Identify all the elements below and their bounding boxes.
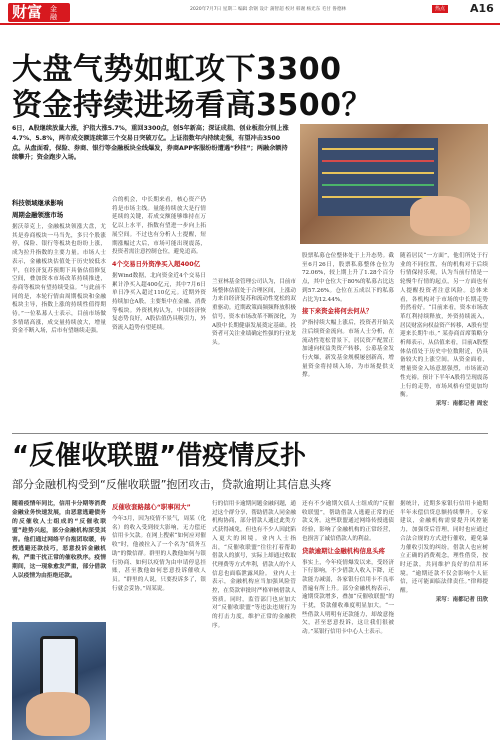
story2-column-3 [212, 500, 296, 742]
hand-shape-2 [26, 692, 90, 736]
story1-subhead-3: 4个交易日外资净买入超400亿 [112, 259, 201, 268]
story2-col4-body2: 事实上，今年疫情爆发以来，受经济下行影响，不少借款人收入下降，还款能力减弱，各家银行信用卡不良率普遍有所上升。部分金融机构表示，逾期贷款增多，叠加“反催收联盟”的干扰，贷款催收难度明显加大。“一些借款人明明有还款能力，却故意拖欠，甚至恶意投诉，这让我们很被动。”某银行信用卡中心人士表示。 [302, 559, 394, 636]
story1-col4-body2: 沪指持续大幅上涨后，投资者开始关注后续资金流向。市场人士分析，在流动性宽松背景下，居民资产配置正加速向权益类资产转移，公募基金发行火爆，新发基金规模屡创新高，增量资金将持续入场，为市场提供支撑。 [302, 320, 394, 379]
category-badge: 热点 [432, 5, 448, 13]
story2-column-4 [302, 500, 394, 742]
story1-column-3 [212, 278, 296, 428]
brand-logo [8, 3, 70, 22]
story1-subhead-1: 科技领域继承影响 [12, 199, 64, 207]
story1-column-4 [302, 252, 394, 428]
story1-column-2 [112, 196, 206, 428]
brand-name: 财富 [12, 3, 43, 21]
story1-subhead-4: 接下来资金将何去何从？ [302, 307, 373, 316]
story1-summary: 6日，A股继续放量大涨，沪指大涨5.7%，重回3300点，创5年新高；深证成指、创业板指分别上涨4.7%、5.8%，两市成交额连续第三个交易日突破万亿。上证指数年内持续走强，有望冲击3500点。从盘面看，保险、券商、银行等金融板块全线爆发，券商APP客服纷纷遭遇“秒挂”；两融余额持续攀升；资金跑步入场。 [12, 125, 289, 162]
page-number: A16 [470, 2, 494, 15]
section-divider [12, 433, 488, 434]
story1-byline: 采写：南都记者 周宏 [435, 400, 488, 407]
stock-trading-photo [300, 124, 488, 244]
story2-column-5 [400, 500, 488, 742]
story2-lead [12, 500, 106, 616]
story2-byline: 采写：南都记者 田欣 [435, 596, 488, 603]
issue-meta: 2020年7月7日 星期二 编辑 余钢 设计 蒲智超 校对 韩谢 杨光东 毛甘 鲁德林 [190, 7, 347, 12]
story2-subtitle: 部分金融机构受到“反催收联盟”抱团攻击，贷款逾期让其信息头疼 [12, 478, 332, 491]
story2-headline: “反催收联盟”借疫情反扑 [12, 441, 307, 471]
story1-subhead-2: 周期金融领涨市场 [12, 211, 64, 219]
story2-subhead-2: 贷款逾期让金融机构信息头疼 [302, 546, 386, 555]
story1-column-1 [12, 196, 106, 428]
story2-col5-body: 据统计，近期多家银行信用卡逾期半年未偿信贷总额持续攀升。专家建议，金融机构需要提升风控能力，加强贷后管理，同时也应通过合法合规的方式进行催收，避免暴力催收引发的纠纷。借款人也应树立正确的消费观念，理性借贷，按时还款，共同维护良好的信用环境。“逾期还款不仅会影响个人征信，还可能面临法律责任。”律师提醒。 [400, 501, 488, 595]
story1-col5-body: 随着居民“一方面”，他们所处于行业的不同位置，有的机构对于后续行情保持乐观，认为当前行情是一轮慢牛行情的起点，另一方面也有人提醒投资者注意风险。总体来看，各机构对于市场的中长期走势仍然看好。“目前来看，资本市场改革红利持续释放，外资持续流入，居民财富向权益资产转移，A股有望迎来长期牛市。” [400, 253, 488, 338]
masthead [0, 0, 500, 26]
story1-col4-body: 股票私募仓位整体处于上升态势。截至6月26日，股票私募整体仓位为72.06%，较上期上升了1.28个百分点，其中仓位大于80%的私募占比达到57.26%。仓位在五成以下的私募占比为12.44%。 [302, 253, 394, 303]
story1-col5-body2: 某券商首席策略分析师表示，从估值来看，目前A股整体估值处于历史中位数附近，仍具备较大的上涨空间。从资金面看，增量资金入场意愿强烈，市场流动性充裕。预计下半年A股将呈现震荡上行的走势，市场风格有望更加均衡。 [400, 331, 488, 399]
story1-headline-line1: 大盘气势如虹攻下3300 [12, 52, 342, 87]
story2-col2-body: 今年3月，因为疫情不景气，周某（化名）的收入受到较大影响，无力偿还信用卡欠款。在网上搜索“如何应对催收”时，他被拉入了一个名为“债务互助”的微信群。群里的人教他如何与银行协商、如何以疫情为由申请停息挂账，甚至教他如何恶意投诉催收人员。“群里的人说，只要投诉多了，银行就会妥协。”周某说。 [112, 516, 206, 592]
story2-col4-body: 还有不少逾期欠债人士组成的“反催收联盟”，帮助借款人逃避正常的还款义务。这些联盟通过网络传授逃债经验，影响了金融机构的正常经营，也损害了诚信借款人的利益。 [302, 501, 394, 542]
smartphone-photo [12, 622, 106, 740]
story2-col3-body2: 业内人士表示，金融机构应当加强风险管控，在贷款审批时严格审核借款人资质。同时，监管部门也应加大对“反催收联盟”等违法违规行为的打击力度，维护正常的金融秩序。 [212, 570, 296, 629]
hand-shape [410, 196, 470, 236]
section-name: 金融 [50, 5, 57, 21]
story2-subhead-1: 反催收套路越心“职事闲大” [112, 503, 191, 511]
story1-col3-body: 兰亚林基金管理公司认为，目前市场整体估值处于合理区间，上涨动力来自经济复苏和流动性宽松的双重驱动。近期政策面频频释放积极信号，资本市场改革不断深化，为A股中长期健康发展奠定基础。投资者可关注业绩确定性强的行业龙头。 [212, 279, 296, 346]
story1-col1-body: 据沃蒂克上，金融板块领涨大盘，尤其是券商板块一马当先，多只个股涨停，保险、银行等板块也纷纷上涨，成为拉升指数的主要力量。市场人士表示，金融板块估值处于历史较低水平，在经济复苏预期下具备估值修复空间，叠加资本市场改革持续推进，券商等板块有望持续受益。“与此前不同的是，本轮行情由周期板块和金融板块主导，指数上涨的持续性值得期待。”一位私募人士表示，目前市场做多情绪高涨，成交量持续放大，增量资金不断入场，后市有望继续走强。 [12, 224, 106, 335]
story1-col2-body: 合的机会，中长期来看，核心资产仍将是市场主线。量能持续放大是行情延续的关键，若成交额能够维持在万亿以上水平，指数有望进一步向上拓展空间。不过也有分析人士提醒，短期涨幅过大后，市场可能出现震荡，投资者需注意控制仓位，避免追高。 [112, 197, 206, 256]
header-rule [0, 23, 500, 25]
story1-headline [12, 52, 372, 124]
story2-col3-body: 行的信用卡逾期问题金融问题，通过这个群分享，帮助借款人同金融机构协商，部分借款人通过此类方式获得减免，但也有不少人因此陷入更大的困境。业内人士指出，“反催收联盟”往往打着帮助借款人的旗号，实际上却通过收取代理费等方式牟利，借款人的个人信息也面临泄露风险。 [212, 501, 296, 577]
story1-headline-line2: 资金持续进场看高3500？ [12, 88, 372, 123]
story2-column-2 [112, 500, 206, 742]
story1-column-5 [400, 252, 488, 428]
story2-lead-body: 随着疫情年同比，信用卡分期等消费金融业务快速发展，由恶意逃避债务的反催收人士组成的“反催收联盟”趁势兴起，部分金融机构深受其害。他们通过网络平台抱团取暖，传授逃避还款技巧，恶意投诉金融机构，严重干扰正常的催收秩序。疫情期间，这一现象愈发严重，部分借款人以疫情为由拒绝还款。 [12, 501, 106, 579]
story1-col2-body2: 据Wind数据，北向资金近4个交易日累计净买入超400亿元，其中7月6日单日净买入超过110亿元。近期外资持续加仓A股，主要集中在金融、消费等板块。外资机构认为，中国经济恢复态势良好，A股估值仍具吸引力，外资流入趋势有望延续。 [112, 272, 206, 332]
